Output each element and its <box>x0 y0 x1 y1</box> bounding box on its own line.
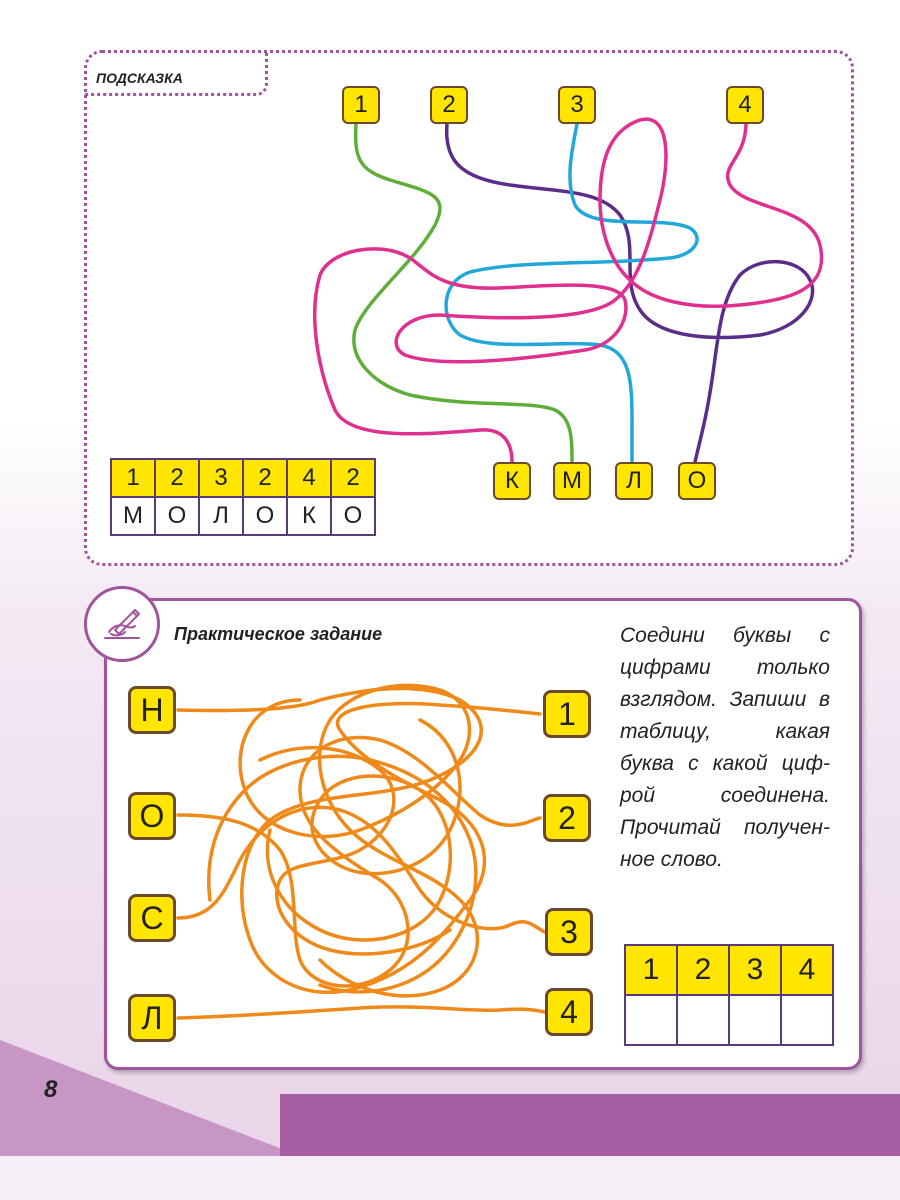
hint-table-number: 3 <box>199 459 243 497</box>
hint-table-number: 2 <box>243 459 287 497</box>
task-answer-cell-2[interactable] <box>677 995 729 1045</box>
hint-letter-m: М <box>553 462 591 500</box>
hint-letter-k: К <box>493 462 531 500</box>
hint-table-letter: О <box>155 497 199 535</box>
task-line-tangle-d <box>209 756 476 992</box>
task-table-number: 2 <box>677 945 729 995</box>
task-letter-l: Л <box>128 994 176 1042</box>
task-table-number: 4 <box>781 945 833 995</box>
task-letter-o: О <box>128 792 176 840</box>
hint-number-2: 2 <box>430 86 468 124</box>
task-table-number: 3 <box>729 945 781 995</box>
task-number-1: 1 <box>543 690 591 738</box>
hint-number-1: 1 <box>342 86 380 124</box>
task-answer-table <box>624 944 834 1046</box>
task-letter-s: С <box>128 894 176 942</box>
hint-table-letter: О <box>331 497 375 535</box>
hint-table-number: 4 <box>287 459 331 497</box>
hint-number-3: 3 <box>558 86 596 124</box>
hint-table-number: 2 <box>331 459 375 497</box>
hint-table-number: 2 <box>155 459 199 497</box>
hint-letter-l: Л <box>615 462 653 500</box>
hint-table-letter: О <box>243 497 287 535</box>
hint-table-letter: К <box>287 497 331 535</box>
task-letter-n: Н <box>128 686 176 734</box>
task-number-3: 3 <box>545 908 593 956</box>
hint-table-letter: Л <box>199 497 243 535</box>
hint-table-number: 1 <box>111 459 155 497</box>
task-line-1 <box>178 688 540 992</box>
task-answer-cell-4[interactable] <box>781 995 833 1045</box>
task-title: Практическое задание <box>174 624 383 644</box>
task-table-number: 1 <box>625 945 677 995</box>
page-number: 8 <box>44 1076 58 1103</box>
hint-number-4: 4 <box>726 86 764 124</box>
task-line-4 <box>178 1007 545 1018</box>
hint-label: ПОДСКАЗКА <box>96 70 183 86</box>
hint-table-letter: М <box>111 497 155 535</box>
task-answer-cell-3[interactable] <box>729 995 781 1045</box>
task-instructions: Соедини буквы с цифрами только взглядом. Запиши в таблицу, какая буква с какой цифрой соединена. Прочитай полученное слово. <box>620 624 830 871</box>
task-number-4: 4 <box>545 988 593 1036</box>
task-number-2: 2 <box>543 794 591 842</box>
task-answer-cell-1[interactable] <box>625 995 677 1045</box>
hint-letter-o: О <box>678 462 716 500</box>
